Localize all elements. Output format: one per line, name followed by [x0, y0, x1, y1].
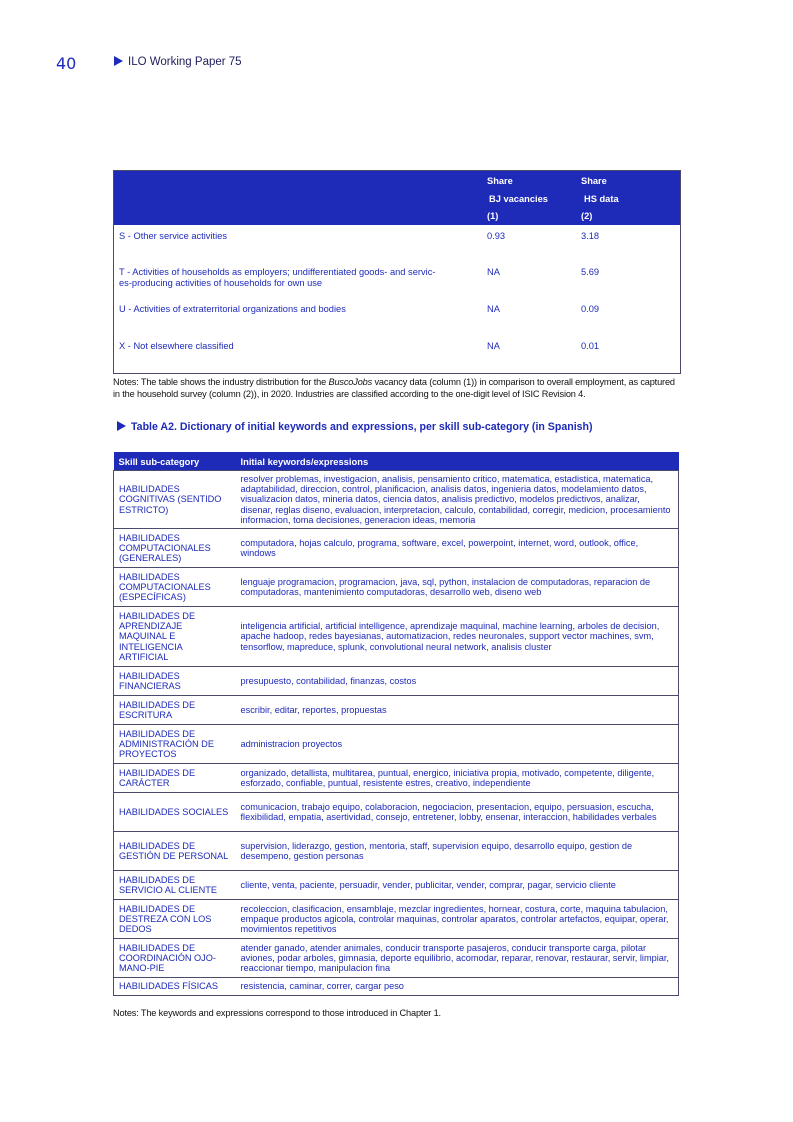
industry-share-bj: 0.93	[487, 231, 506, 241]
header-col-bj-line3: (1)	[487, 211, 499, 221]
header-col-hs-line1: Share	[581, 176, 607, 186]
industry-label: S - Other service activities	[119, 231, 227, 241]
header-col-bj-line2: BJ vacancies	[489, 193, 548, 204]
skill-dictionary-body	[114, 471, 679, 996]
industry-label: X - Not elsewhere classified	[119, 341, 234, 351]
header-col-hs-line3: (2)	[581, 211, 593, 221]
table-a1-notes	[113, 376, 681, 400]
industry-share-hs: 0.09	[581, 304, 600, 314]
table-row	[114, 696, 679, 725]
skill-keywords: organizado, detallista, multitarea, puntual, energico, iniciativa propia, motivado, competente, diligente, esforzado, confiable, puntual, resistente estres, creativo, independiente	[236, 764, 679, 793]
skill-keywords: administracion proyectos	[236, 725, 679, 764]
running-head	[114, 56, 242, 68]
skill-keywords: cliente, venta, paciente, persuadir, vender, publicitar, vender, comprar, pagar, servicio cliente	[236, 871, 679, 900]
skill-category: HABILIDADES COMPUTACIONALES (GENERALES)	[114, 529, 236, 568]
table-a2-notes: Notes: The keywords and expressions correspond to those introduced in Chapter 1.	[113, 1008, 441, 1018]
skill-keywords: computadora, hojas calculo, programa, software, excel, powerpoint, internet, word, outlook, office, windows	[236, 529, 679, 568]
skill-dictionary-header-row	[114, 452, 679, 471]
industry-share-bj: NA	[487, 267, 500, 277]
table-row	[114, 725, 679, 764]
skill-category: HABILIDADES COGNITIVAS (SENTIDO ESTRICTO)	[114, 471, 236, 529]
table-row	[114, 832, 679, 871]
table-row	[114, 667, 679, 696]
table-row	[114, 529, 679, 568]
triangle-marker-icon	[114, 56, 123, 66]
skill-dictionary-table	[113, 452, 679, 996]
notes-text-start: Notes: The table shows the industry distribution for the	[113, 377, 329, 387]
skill-category: HABILIDADES SOCIALES	[114, 793, 236, 832]
table-a2-title-text: Table A2. Dictionary of initial keywords and expressions, per skill sub-category (in Spanish)	[131, 421, 593, 433]
industry-share-table	[113, 170, 681, 374]
industry-share-bj: NA	[487, 341, 500, 351]
skill-keywords: supervision, liderazgo, gestion, mentoria, staff, supervision equipo, desarrollo equipo, gestion de desempeno, gestion personas	[236, 832, 679, 871]
skill-category: HABILIDADES DE DESTREZA CON LOS DEDOS	[114, 900, 236, 939]
skill-keywords: recoleccion, clasificacion, ensamblaje, mezclar ingredientes, hornear, costura, corte, maquina tabulacion, empaque productos agicola, controlar maquinas, controlar aparatos, controlar artefactos, equipar, operar, movimientos repetitivos	[236, 900, 679, 939]
skill-keywords: resolver problemas, investigacion, analisis, pensamiento critico, matematica, estadistica, matematica, adaptabilidad, direccion, control, planificacion, analisis datos, ingenieria datos, modelamiento datos, visualizacion datos, mineria datos, ciencia datos, analisis predictivo, modelos predictivos, analizar, disenar, reglas diseno, evaluacion, interpretacion, calculo, contabilidad, corregir, medicion, procesamiento informacion, toma decisiones, generacion ideas, memoria	[236, 471, 679, 529]
skill-category: HABILIDADES DE ESCRITURA	[114, 696, 236, 725]
table-row	[114, 978, 679, 996]
industry-label	[119, 267, 435, 289]
skill-category: HABILIDADES COMPUTACIONALES (ESPECÍFICAS)	[114, 568, 236, 607]
skill-keywords: inteligencia artificial, artificial intelligence, aprendizaje maquinal, machine learning, arboles de decision, apache hadoop, redes bayesianas, automatizacion, redes neuronales, support vector machines, svm, tensorflow, mapreduce, splunk, convolutional neural network, analisis cluster	[236, 607, 679, 667]
table-row	[114, 900, 679, 939]
industry-share-hs: 0.01	[581, 341, 600, 351]
skill-keywords: lenguaje programacion, programacion, java, sql, python, instalacion de computadoras, reparacion de computadoras, mantenimiento computadoras, desarrollo web, diseno web	[236, 568, 679, 607]
skill-category: HABILIDADES FÍSICAS	[114, 978, 236, 996]
skill-category: HABILIDADES FINANCIERAS	[114, 667, 236, 696]
page-number: 40	[56, 54, 77, 73]
table-row	[114, 871, 679, 900]
table-row	[114, 471, 679, 529]
running-head-title: ILO Working Paper 75	[128, 56, 242, 68]
skill-category: HABILIDADES DE SERVICIO AL CLIENTE	[114, 871, 236, 900]
table-row	[114, 607, 679, 667]
table-a2-title	[117, 421, 593, 433]
table-row	[114, 793, 679, 832]
header-skill-subcategory: Skill sub-category	[114, 452, 236, 471]
skill-keywords: escribir, editar, reportes, propuestas	[236, 696, 679, 725]
industry-share-hs: 5.69	[581, 267, 600, 277]
header-col-bj	[487, 173, 548, 226]
skill-keywords: comunicacion, trabajo equipo, colaboracion, negociacion, presentacion, equipo, persuasion, escucha, flexibilidad, empatia, asertividad, consejo, entretener, lobby, ensenar, interaccion, habilidades verbales	[236, 793, 679, 832]
header-keywords: Initial keywords/expressions	[236, 452, 679, 471]
industry-label-line2: es-producing activities of households for own use	[119, 278, 323, 288]
table-row	[114, 568, 679, 607]
table-row	[114, 939, 679, 978]
industry-share-table-header	[114, 171, 680, 225]
table-row	[114, 764, 679, 793]
notes-buscojobs: BuscoJobs	[328, 377, 373, 387]
skill-category: HABILIDADES DE CARÁCTER	[114, 764, 236, 793]
header-col-hs-line2: HS data	[584, 193, 619, 204]
header-col-hs	[581, 173, 619, 226]
notes-text-end: vacancy data (column (1)) in comparison to overall employment, as captured in the household survey (column (2)), in 2020. Industries are classified according to the one-digit level of ISIC Revision 4.	[113, 377, 675, 399]
industry-share-hs: 3.18	[581, 231, 600, 241]
skill-keywords: resistencia, caminar, correr, cargar peso	[236, 978, 679, 996]
skill-keywords: atender ganado, atender animales, conducir transporte pasajeros, conducir transporte carga, pilotar aviones, podar arboles, gimnasia, deporte equilibrio, acomodar, reparar, renovar, restaurar, servir, limpiar, reaccionar tiempo, manipulacion fina	[236, 939, 679, 978]
industry-share-bj: NA	[487, 304, 500, 314]
skill-category: HABILIDADES DE APRENDIZAJE MAQUINAL E INTELIGENCIA ARTIFICIAL	[114, 607, 236, 667]
skill-category: HABILIDADES DE ADMINISTRACIÓN DE PROYECTOS	[114, 725, 236, 764]
triangle-marker-icon	[117, 421, 126, 431]
skill-category: HABILIDADES DE COORDINACIÓN OJO-MANO-PIE	[114, 939, 236, 978]
skill-category: HABILIDADES DE GESTIÓN DE PERSONAL	[114, 832, 236, 871]
industry-label-line1: T - Activities of households as employers; undifferentiated goods- and servic-	[119, 267, 436, 277]
skill-keywords: presupuesto, contabilidad, finanzas, costos	[236, 667, 679, 696]
industry-label: U - Activities of extraterritorial organizations and bodies	[119, 304, 346, 314]
header-col-bj-line1: Share	[487, 176, 513, 186]
